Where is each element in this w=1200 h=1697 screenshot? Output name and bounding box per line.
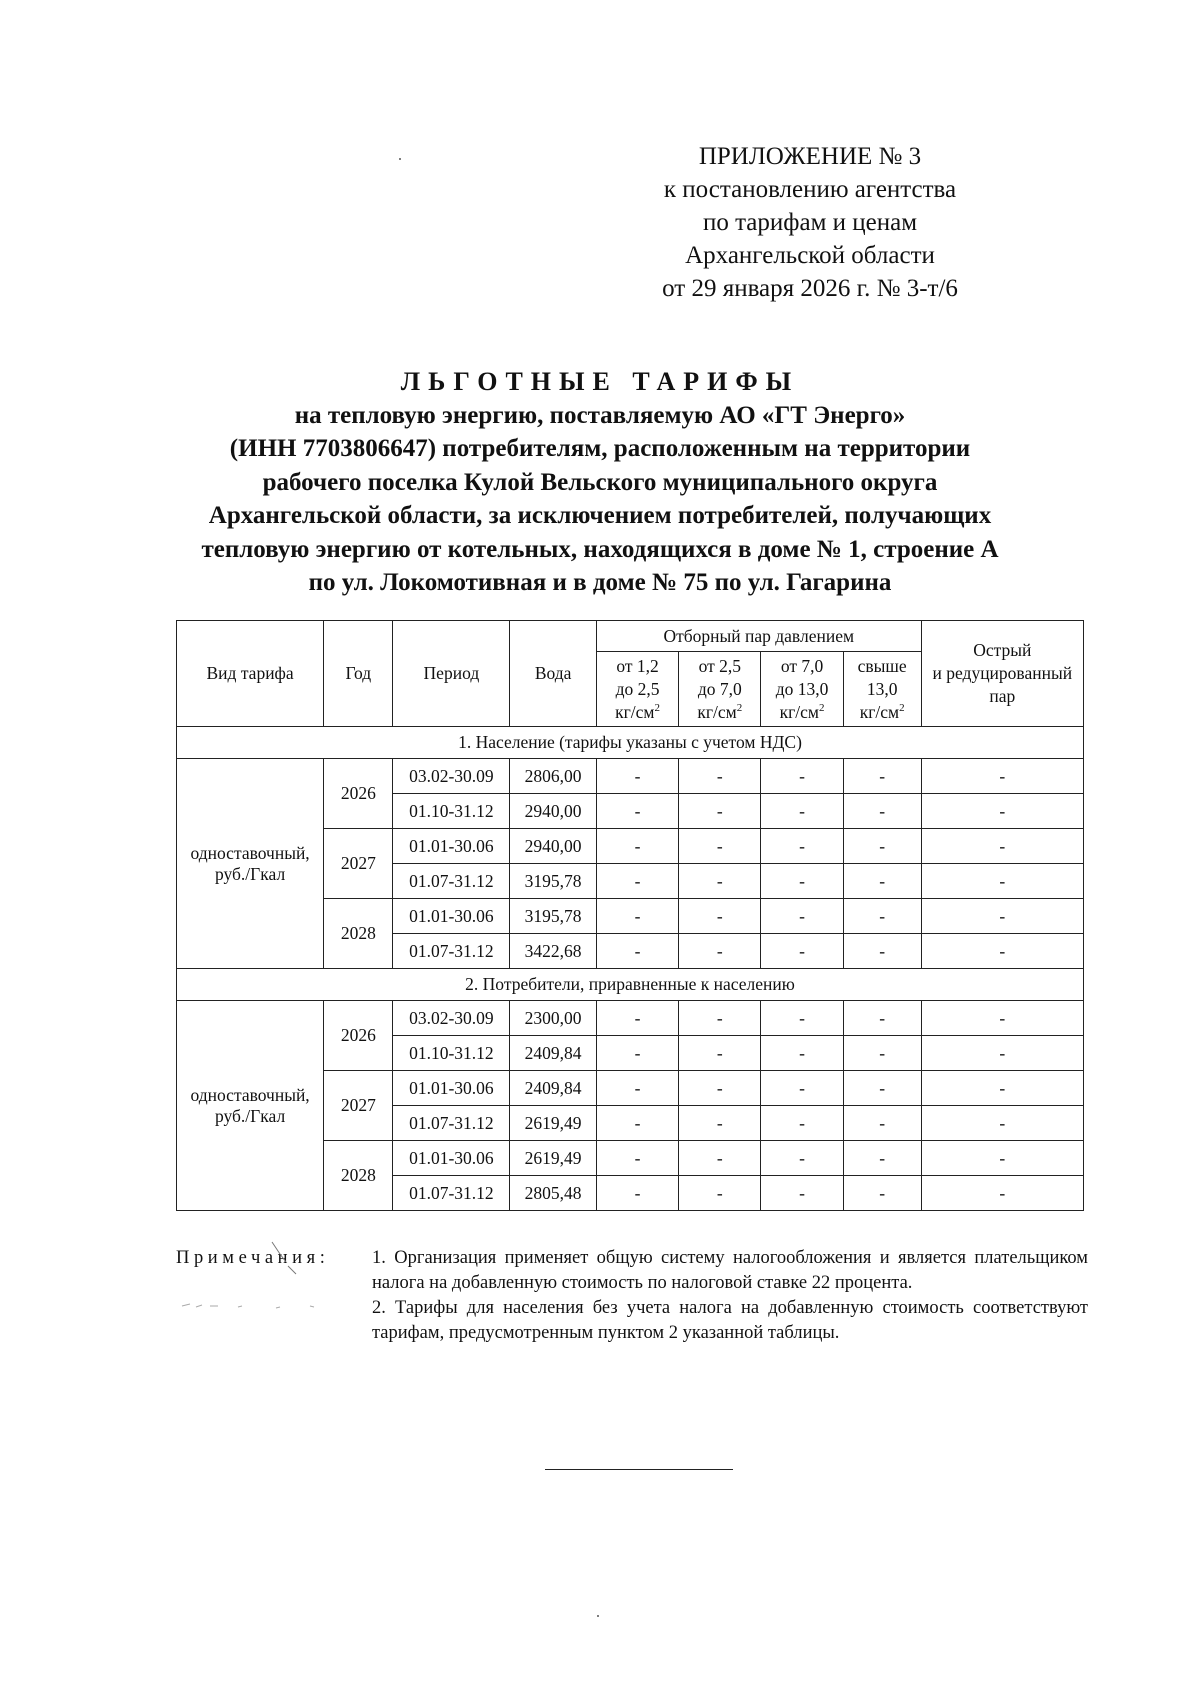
steam-1-cell: - [596, 759, 678, 794]
steam-3-cell: - [761, 759, 843, 794]
steam-1-cell: - [596, 1106, 678, 1141]
steam-2-cell: - [679, 1036, 761, 1071]
header-sharp-line: пар [989, 686, 1016, 706]
title-line: рабочего поселка Кулой Вельского муниципального округа [262, 468, 938, 496]
header-steam-line: от 2,5 [698, 655, 741, 676]
notes-label: Примечания: [176, 1248, 330, 1268]
sharp-steam-cell: - [921, 794, 1083, 829]
document-title [150, 365, 1050, 600]
steam-1-cell: - [596, 1071, 678, 1106]
steam-1-cell: - [596, 829, 678, 864]
year-cell: 2028 [324, 1141, 393, 1211]
pen-mark [268, 1240, 308, 1280]
steam-4-cell: - [843, 1176, 921, 1211]
title-line: на тепловую энергию, поставляемую АО «ГТ Энерго» [294, 401, 906, 429]
header-sharp-steam [921, 621, 1083, 727]
tariff-type-line: одноставочный, [190, 842, 310, 863]
note-item: 1. Организация применяет общую систему налогообложения и является плательщиком налога на добавленную стоимость по налоговой ставке 22 процента. [372, 1248, 1088, 1293]
water-tariff-cell: 2619,49 [510, 1106, 597, 1141]
steam-3-cell: - [761, 1071, 843, 1106]
header-steam-line: до 13,0 [775, 678, 829, 699]
steam-3-cell: - [761, 899, 843, 934]
steam-1-cell: - [596, 864, 678, 899]
steam-4-cell: - [843, 1036, 921, 1071]
tariffs-table [176, 620, 1084, 1211]
steam-1-cell: - [596, 1141, 678, 1176]
period-cell: 01.01-30.06 [393, 899, 510, 934]
header-unit: $кг/см^2$ [859, 701, 905, 722]
sharp-steam-cell: - [921, 759, 1083, 794]
steam-3-cell: - [761, 829, 843, 864]
header-year: Год [324, 621, 393, 727]
header-steam-line: свыше [857, 655, 907, 676]
header-water: Вода [510, 621, 597, 727]
scan-speck [399, 158, 401, 160]
header-steam-group: Отборный пар давлением [596, 621, 921, 652]
period-cell: 01.07-31.12 [393, 934, 510, 969]
steam-3-cell: - [761, 1141, 843, 1176]
sharp-steam-cell: - [921, 864, 1083, 899]
water-tariff-cell: 2805,48 [510, 1176, 597, 1211]
note-item: 2. Тарифы для населения без учета налога на добавленную стоимость соответствуют тарифам, предусмотренным пунктом 2 указанной таблицы. [372, 1298, 1088, 1343]
section-title: 1. Население (тарифы указаны с учетом НДС) [177, 727, 1084, 759]
header-steam-line: до 7,0 [697, 678, 742, 699]
period-cell: 01.10-31.12 [393, 794, 510, 829]
steam-3-cell: - [761, 1176, 843, 1211]
header-steam-line: 13,0 [866, 678, 898, 699]
appendix-line: Архангельской области [685, 242, 935, 269]
steam-4-cell: - [843, 864, 921, 899]
steam-2-cell: - [679, 759, 761, 794]
sharp-steam-cell: - [921, 1141, 1083, 1176]
water-tariff-cell: 2940,00 [510, 794, 597, 829]
tariff-type-cell [177, 759, 324, 969]
header-sharp-line: Острый [973, 640, 1032, 660]
header-unit: $кг/см^2$ [779, 701, 825, 722]
notes-body [372, 1246, 1088, 1346]
sharp-steam-cell: - [921, 1106, 1083, 1141]
tariff-type-line: одноставочный, [190, 1084, 310, 1105]
period-cell: 03.02-30.09 [393, 759, 510, 794]
appendix-header [640, 140, 980, 305]
year-cell: 2027 [324, 1071, 393, 1141]
appendix-number: ПРИЛОЖЕНИЕ № 3 [698, 143, 922, 170]
steam-3-cell: - [761, 1001, 843, 1036]
year-cell: 2027 [324, 829, 393, 899]
header-steam-1 [596, 652, 678, 727]
water-tariff-cell: 3195,78 [510, 864, 597, 899]
water-tariff-cell: 2409,84 [510, 1071, 597, 1106]
title-line: тепловую энергию от котельных, находящихся в доме № 1, строение А [201, 535, 999, 563]
water-tariff-cell: 3422,68 [510, 934, 597, 969]
steam-2-cell: - [679, 794, 761, 829]
steam-3-cell: - [761, 1106, 843, 1141]
header-steam-2 [679, 652, 761, 727]
table-row [177, 1001, 1084, 1036]
period-cell: 01.07-31.12 [393, 1176, 510, 1211]
steam-1-cell: - [596, 1036, 678, 1071]
water-tariff-cell: 2409,84 [510, 1036, 597, 1071]
period-cell: 01.07-31.12 [393, 864, 510, 899]
tariff-type-cell [177, 1001, 324, 1211]
period-cell: 01.10-31.12 [393, 1036, 510, 1071]
header-steam-3 [761, 652, 843, 727]
sharp-steam-cell: - [921, 829, 1083, 864]
water-tariff-cell: 2940,00 [510, 829, 597, 864]
steam-4-cell: - [843, 759, 921, 794]
period-cell: 01.01-30.06 [393, 1141, 510, 1176]
sharp-steam-cell: - [921, 1001, 1083, 1036]
steam-2-cell: - [679, 1071, 761, 1106]
section-row [177, 727, 1084, 759]
steam-4-cell: - [843, 794, 921, 829]
title-line: (ИНН 7703806647) потребителям, расположенным на территории [229, 435, 971, 462]
header-unit: $кг/см^2$ [615, 701, 660, 722]
header-steam-line: от 1,2 [616, 655, 659, 676]
steam-2-cell: - [679, 1106, 761, 1141]
steam-1-cell: - [596, 1001, 678, 1036]
steam-4-cell: - [843, 829, 921, 864]
steam-4-cell: - [843, 1001, 921, 1036]
tariff-unit-line: руб./Гкал [214, 1105, 286, 1126]
steam-4-cell: - [843, 1071, 921, 1106]
appendix-line: по тарифам и ценам [702, 209, 918, 236]
header-steam-4 [843, 652, 921, 727]
table-row [177, 759, 1084, 794]
steam-4-cell: - [843, 1106, 921, 1141]
steam-3-cell: - [761, 1036, 843, 1071]
steam-3-cell: - [761, 934, 843, 969]
title-line: Архангельской области, за исключением потребителей, получающих [208, 502, 992, 529]
title-line: по ул. Локомотивная и в доме № 75 по ул. Гагарина [308, 569, 892, 596]
steam-2-cell: - [679, 864, 761, 899]
steam-3-cell: - [761, 794, 843, 829]
header-tariff-type: Вид тарифа [177, 621, 324, 727]
section-row [177, 969, 1084, 1001]
year-cell: 2028 [324, 899, 393, 969]
steam-2-cell: - [679, 934, 761, 969]
period-cell: 01.07-31.12 [393, 1106, 510, 1141]
sharp-steam-cell: - [921, 1036, 1083, 1071]
header-steam-line: от 7,0 [780, 655, 824, 676]
tariff-unit-line: руб./Гкал [214, 863, 286, 884]
steam-2-cell: - [679, 1001, 761, 1036]
period-cell: 03.02-30.09 [393, 1001, 510, 1036]
sharp-steam-cell: - [921, 899, 1083, 934]
steam-2-cell: - [679, 1141, 761, 1176]
water-tariff-cell: 2619,49 [510, 1141, 597, 1176]
sharp-steam-cell: - [921, 934, 1083, 969]
steam-3-cell: - [761, 864, 843, 899]
steam-2-cell: - [679, 829, 761, 864]
steam-4-cell: - [843, 899, 921, 934]
water-tariff-cell: 2300,00 [510, 1001, 597, 1036]
steam-1-cell: - [596, 794, 678, 829]
sharp-steam-cell: - [921, 1176, 1083, 1211]
appendix-line: к постановлению агентства [663, 176, 957, 203]
year-cell: 2026 [324, 1001, 393, 1071]
appendix-date: от 29 января 2026 г. № 3-т/6 [662, 275, 958, 302]
steam-1-cell: - [596, 899, 678, 934]
steam-2-cell: - [679, 899, 761, 934]
period-cell: 01.01-30.06 [393, 829, 510, 864]
year-cell: 2026 [324, 759, 393, 829]
header-period: Период [393, 621, 510, 727]
steam-2-cell: - [679, 1176, 761, 1211]
period-cell: 01.01-30.06 [393, 1071, 510, 1106]
sharp-steam-cell: - [921, 1071, 1083, 1106]
section-title: 2. Потребители, приравненные к населению [177, 969, 1084, 1001]
header-sharp-line: и редуцированный [932, 663, 1073, 683]
header-unit: $кг/см^2$ [697, 701, 743, 722]
header-steam-line: до 2,5 [615, 678, 660, 699]
steam-4-cell: - [843, 934, 921, 969]
water-tariff-cell: 3195,78 [510, 899, 597, 934]
title-main: ЛЬГОТНЫЕ ТАРИФЫ [400, 367, 800, 396]
steam-1-cell: - [596, 934, 678, 969]
water-tariff-cell: 2806,00 [510, 759, 597, 794]
table-header-row [177, 621, 1084, 652]
steam-1-cell: - [596, 1176, 678, 1211]
steam-4-cell: - [843, 1141, 921, 1176]
faint-marks [180, 1298, 320, 1314]
closing-rule [545, 1469, 733, 1470]
scan-speck [597, 1615, 599, 1617]
